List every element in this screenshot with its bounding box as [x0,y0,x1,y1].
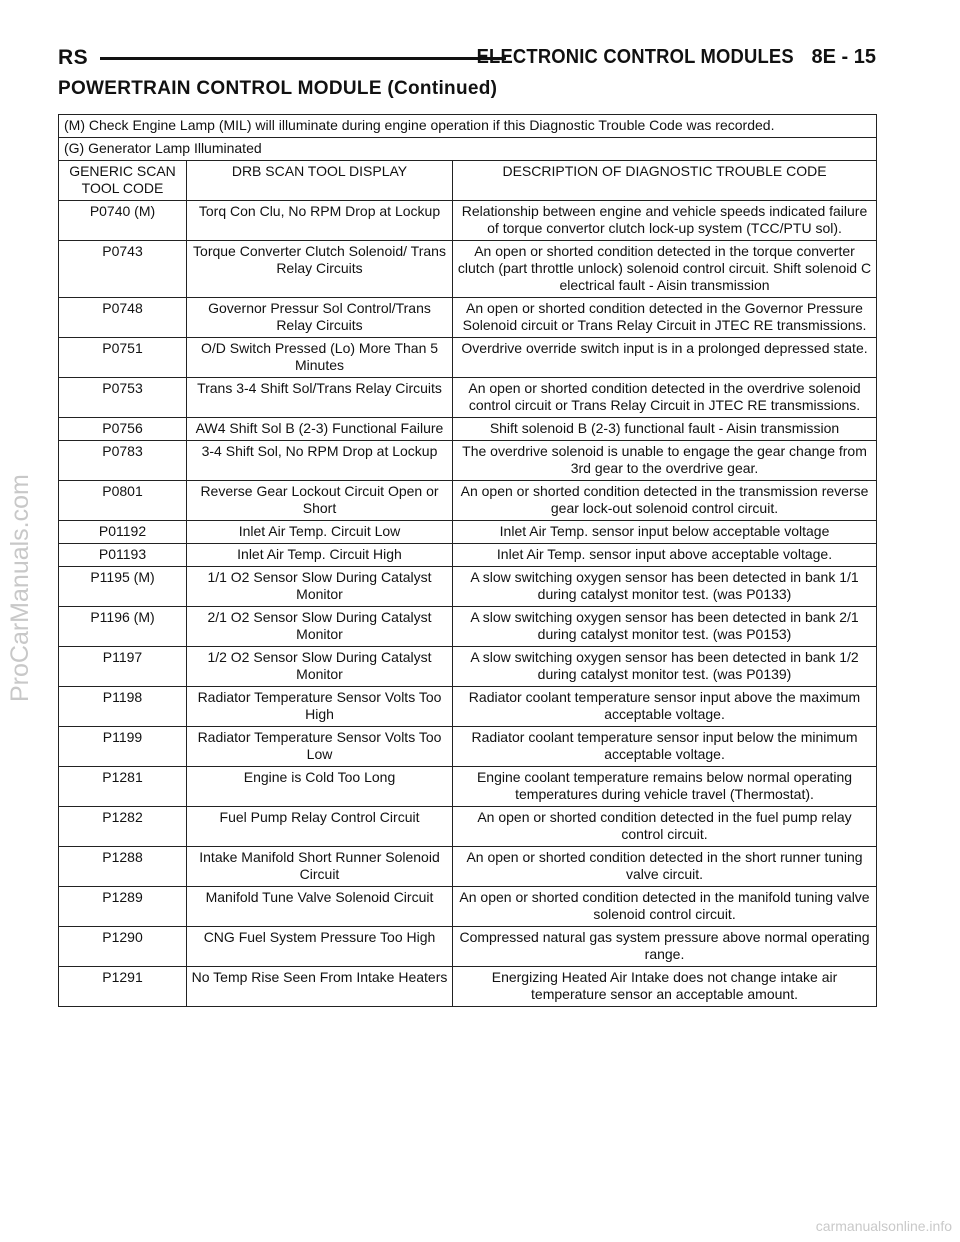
dtc-description: The overdrive solenoid is unable to engage the gear change from 3rd gear to the overdrive gear. [453,441,877,481]
table-row [59,241,877,298]
table-row [59,727,877,767]
drb-display: Manifold Tune Valve Solenoid Circuit [187,887,453,927]
drb-display: O/D Switch Pressed (Lo) More Than 5 Minutes [187,338,453,378]
table-row [59,378,877,418]
table-row [59,441,877,481]
column-header-generic-code: GENERIC SCAN TOOL CODE [59,161,187,201]
drb-display: CNG Fuel System Pressure Too High [187,927,453,967]
drb-display: Radiator Temperature Sensor Volts Too Low [187,727,453,767]
dtc-description: An open or shorted condition detected in the overdrive solenoid control circuit or Trans Relay Circuit in JTEC RE transmissions. [453,378,877,418]
column-header-description: DESCRIPTION OF DIAGNOSTIC TROUBLE CODE [453,161,877,201]
dtc-code: P0740 (M) [59,201,187,241]
dtc-description: Inlet Air Temp. sensor input above acceptable voltage. [453,544,877,567]
dtc-code: P0783 [59,441,187,481]
table-row [59,967,877,1007]
note-row [59,138,877,161]
table-row [59,338,877,378]
drb-display: Reverse Gear Lockout Circuit Open or Short [187,481,453,521]
table-row [59,607,877,647]
dtc-description: Inlet Air Temp. sensor input below acceptable voltage [453,521,877,544]
drb-display: Radiator Temperature Sensor Volts Too High [187,687,453,727]
dtc-table [58,114,877,1007]
drb-display: Engine is Cold Too Long [187,767,453,807]
dtc-table-body [59,115,877,1007]
dtc-code: P1198 [59,687,187,727]
table-header-row [59,161,877,201]
page-header [58,44,876,74]
dtc-code: P0753 [59,378,187,418]
table-row [59,567,877,607]
table-row [59,418,877,441]
dtc-code: P0801 [59,481,187,521]
dtc-code: P01193 [59,544,187,567]
drb-display: No Temp Rise Seen From Intake Heaters [187,967,453,1007]
chapter-title: ELECTRONIC CONTROL MODULES [476,46,794,68]
table-row [59,521,877,544]
dtc-code: P0748 [59,298,187,338]
dtc-code: P0756 [59,418,187,441]
drb-display: Fuel Pump Relay Control Circuit [187,807,453,847]
drb-display: AW4 Shift Sol B (2-3) Functional Failure [187,418,453,441]
dtc-code: P1291 [59,967,187,1007]
drb-display: Trans 3-4 Shift Sol/Trans Relay Circuits [187,378,453,418]
section-code: RS [58,46,89,69]
dtc-code: P1197 [59,647,187,687]
dtc-code: P1195 (M) [59,567,187,607]
dtc-description: Overdrive override switch input is in a prolonged depressed state. [453,338,877,378]
drb-display: Torque Converter Clutch Solenoid/ Trans Relay Circuits [187,241,453,298]
dtc-description: A slow switching oxygen sensor has been detected in bank 1/1 during catalyst monitor test. (was P0133) [453,567,877,607]
table-row [59,481,877,521]
drb-display: 1/2 O2 Sensor Slow During Catalyst Monitor [187,647,453,687]
dtc-description: Engine coolant temperature remains below normal operating temperatures during vehicle travel (Thermostat). [453,767,877,807]
footer-watermark: carmanualsonline.info [815,1218,952,1234]
dtc-code: P01192 [59,521,187,544]
table-row [59,544,877,567]
dtc-description: Relationship between engine and vehicle speeds indicated failure of torque convertor clutch lock-up system (TCC/PTU sol). [453,201,877,241]
dtc-code: P1288 [59,847,187,887]
dtc-description: Compressed natural gas system pressure above normal operating range. [453,927,877,967]
side-watermark: ProCarManuals.com [6,474,34,702]
dtc-code: P1199 [59,727,187,767]
dtc-code: P1290 [59,927,187,967]
dtc-code: P1289 [59,887,187,927]
dtc-description: An open or shorted condition detected in the torque converter clutch (part throttle unlock) solenoid control circuit. Shift solenoid C electrical fault - Aisin transmission [453,241,877,298]
header-rule [100,57,506,60]
drb-display: 2/1 O2 Sensor Slow During Catalyst Monitor [187,607,453,647]
drb-display: Torq Con Clu, No RPM Drop at Lockup [187,201,453,241]
drb-display: 3-4 Shift Sol, No RPM Drop at Lockup [187,441,453,481]
dtc-code: P1282 [59,807,187,847]
table-row [59,807,877,847]
page-number: 8E - 15 [811,46,876,68]
dtc-code: P1196 (M) [59,607,187,647]
dtc-description: Energizing Heated Air Intake does not change intake air temperature sensor an acceptable amount. [453,967,877,1007]
drb-display: Inlet Air Temp. Circuit Low [187,521,453,544]
table-row [59,201,877,241]
dtc-code: P1281 [59,767,187,807]
dtc-code: P0751 [59,338,187,378]
dtc-description: An open or shorted condition detected in the manifold tuning valve solenoid control circuit. [453,887,877,927]
table-row [59,927,877,967]
table-row [59,847,877,887]
drb-display: 1/1 O2 Sensor Slow During Catalyst Monitor [187,567,453,607]
generator-note: (G) Generator Lamp Illuminated [59,138,877,161]
table-row [59,887,877,927]
column-header-drb-display: DRB SCAN TOOL DISPLAY [187,161,453,201]
drb-display: Governor Pressur Sol Control/Trans Relay Circuits [187,298,453,338]
table-row [59,298,877,338]
mil-note: (M) Check Engine Lamp (MIL) will illuminate during engine operation if this Diagnostic Trouble Code was recorded. [59,115,877,138]
drb-display: Intake Manifold Short Runner Solenoid Circuit [187,847,453,887]
note-row [59,115,877,138]
table-row [59,767,877,807]
dtc-description: An open or shorted condition detected in the fuel pump relay control circuit. [453,807,877,847]
dtc-description: An open or shorted condition detected in the Governor Pressure Solenoid circuit or Trans Relay Circuit in JTEC RE transmissions. [453,298,877,338]
section-subtitle: POWERTRAIN CONTROL MODULE (Continued) [58,78,498,99]
dtc-description: Radiator coolant temperature sensor input above the maximum acceptable voltage. [453,687,877,727]
dtc-description: A slow switching oxygen sensor has been detected in bank 1/2 during catalyst monitor test. (was P0139) [453,647,877,687]
table-row [59,687,877,727]
dtc-code: P0743 [59,241,187,298]
dtc-description: An open or shorted condition detected in the short runner tuning valve circuit. [453,847,877,887]
dtc-description: A slow switching oxygen sensor has been detected in bank 2/1 during catalyst monitor test. (was P0153) [453,607,877,647]
dtc-description: An open or shorted condition detected in the transmission reverse gear lock-out solenoid control circuit. [453,481,877,521]
dtc-description: Radiator coolant temperature sensor input below the minimum acceptable voltage. [453,727,877,767]
table-row [59,647,877,687]
dtc-description: Shift solenoid B (2-3) functional fault - Aisin transmission [453,418,877,441]
drb-display: Inlet Air Temp. Circuit High [187,544,453,567]
